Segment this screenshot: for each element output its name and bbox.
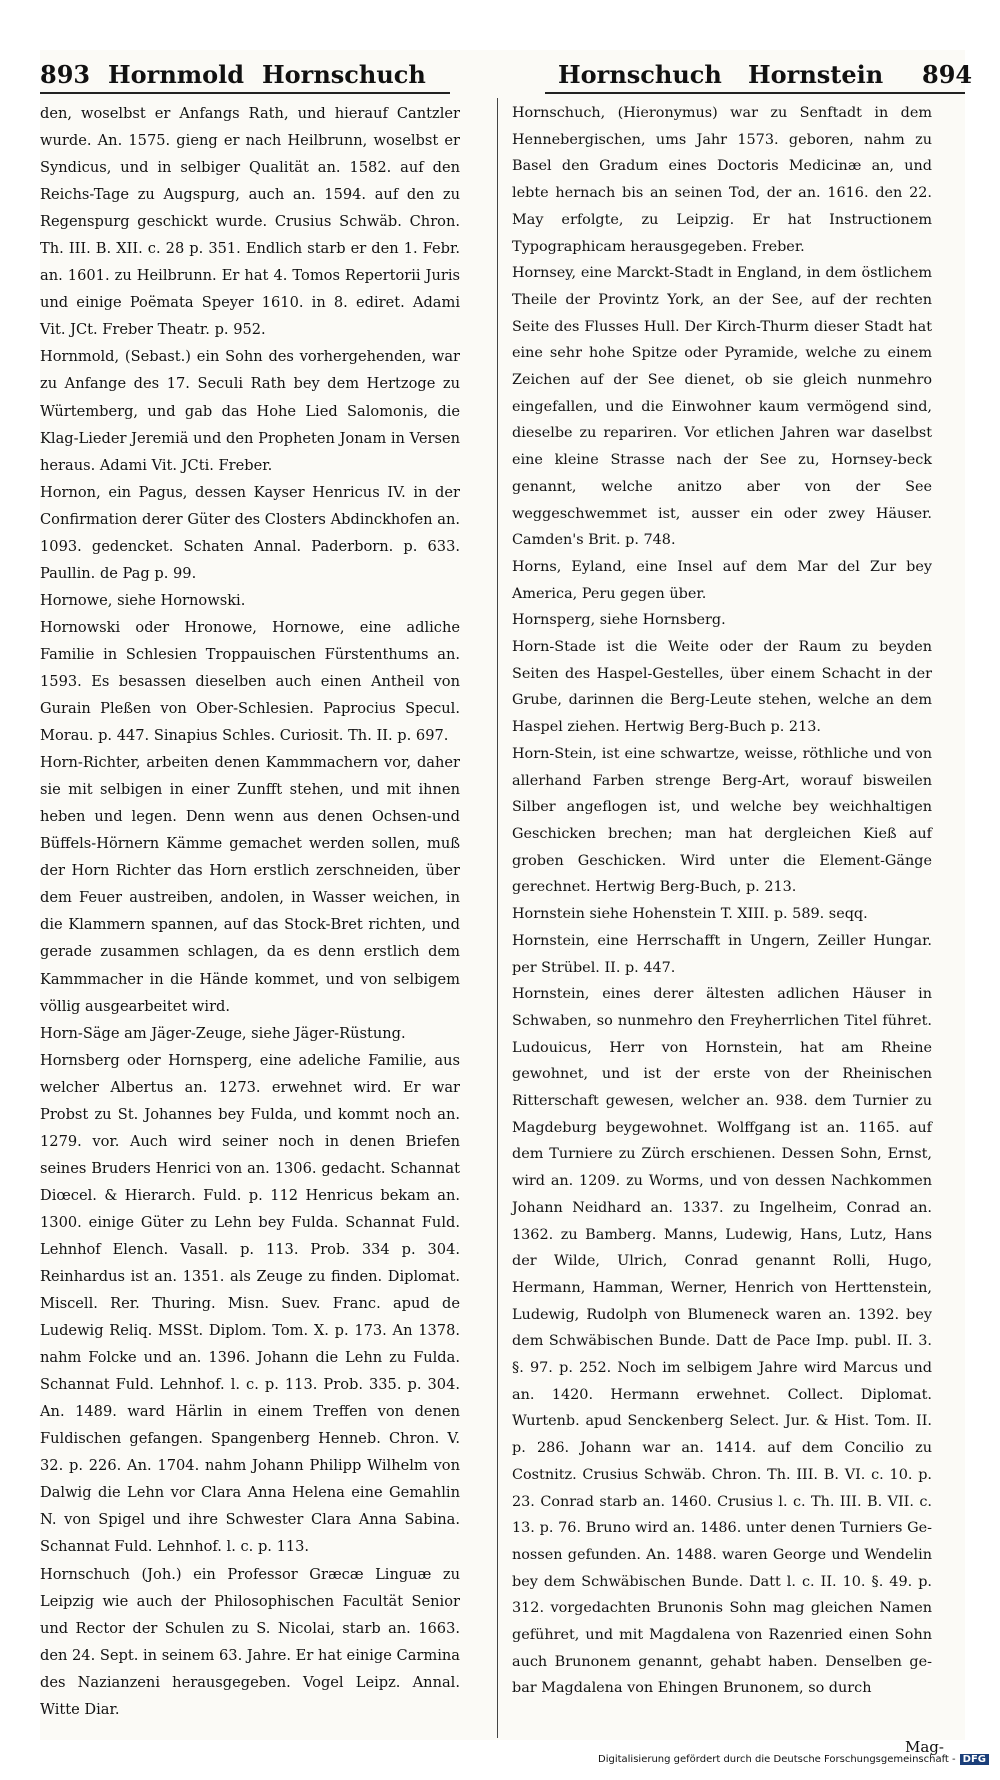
right-column bbox=[512, 100, 932, 1702]
left-header-title-2: Hornschuch bbox=[262, 60, 426, 89]
entry-paragraph: Hornmold, (Sebast.) ein Sohn des vorhergehenden, war zu Anfange des 17. Seculi Rath bey dem Hertzoge zu Würtemberg, und gab das Hohe Lied Salomonis, die Klag-Lieder Jeremiä und den Propheten Jonam in Versen heraus. Adami Vit. JCti. Freber. bbox=[40, 348, 460, 474]
left-column bbox=[40, 100, 460, 1723]
column-divider bbox=[497, 98, 498, 1738]
dfg-logo: DFG bbox=[960, 1754, 989, 1765]
entry-paragraph: Horn-Stein, ist eine schwartze, weisse, röthliche und von allerhand Farben strenge Berg-Art, worauf bisweilen Silber angeflogen ist, und welche bey weichhaltigen Geschicken brechen; man hat dergleichen Kieß auf groben Geschicken. Wird unter die Element-Gänge gerechnet. Hertwig Berg-Buch, p. 213. bbox=[512, 745, 932, 896]
entry-paragraph: Hornowski oder Hronowe, Hornowe, eine adliche Familie in Schlesien Troppauischen Fürstenthums an. 1593. Es besassen dieselben auch einen Antheil von Gurain Pleßen von Ober-Schlesien. Paprocius Specul. Morau. p. 447. Sinapius Schles. Curiosit. Th. II. p. 697. bbox=[40, 618, 460, 745]
entry-paragraph: Hornschuch (Joh.) ein Professor Græcæ Linguæ zu Leipzig wie auch der Philosophischen Facultät Senior und Rector der Schulen zu S. Nicolai, starb an. 1663. den 24. Sept. in seinem 63. Jahre. Er hat einige Carmina des Nazianzeni herausgegeben. Vogel Leipz. Annal. Witte Diar. bbox=[40, 1565, 460, 1718]
footer-text: Digitalisierung gefördert durch die Deutsche Forschungsgemeinschaft - bbox=[598, 1754, 956, 1765]
entry-paragraph: Hornsey, eine Marckt-Stadt in England, in dem östlichem Theile der Provintz York, an der See, auf der rechten Seite des Flusses Hull. Der Kirch-Thurm dieser Stadt hat eine sehr hohe Spitze oder Pyramide, welche zu einem Zeichen auf der See dienet, ob sie gleich nunmehro eingefallen, und die Einwohner kaum vermögend sind, dieselbe zu repariren. Vor etlichen Jahren war daselbst eine kleine Strasse nach der See zu, Hornsey-beck genannt, welche anitzo aber von der See weggeschwemmet ist, ausser ein oder zwey Häuser. Camden's Brit. p. 748. bbox=[512, 265, 932, 549]
entry-paragraph: den, woselbst er Anfangs Rath, und hierauf Cantzler wurde. An. 1575. gieng er nach Heilbrunn, woselbst er Syndicus, und in selbiger Qualität an. 1582. auf den Reichs-Tage zu Augspurg, auch an. 1594. auf den zu Regenspurg geschickt wurde. Crusius Schwäb. Chron. Th. III. B. XII. c. 28 p. 351. Endlich starb er den 1. Febr. an. 1601. zu Heilbrunn. Er hat 4. Tomos Repertorii Juris und einige Poëmata Speyer 1610. in 8. ediret. Adami Vit. JCt. Freber Theatr. p. 952. bbox=[40, 105, 460, 339]
entry-paragraph: Horns, Eyland, eine Insel auf dem Mar del Zur bey America, Peru gegen über. bbox=[512, 558, 932, 602]
entry-paragraph: Hornstein siehe Hohenstein T. XIII. p. 589. seqq. bbox=[512, 906, 868, 923]
entry-paragraph: Horn-Säge am Jäger-Zeuge, siehe Jäger-Rüstung. bbox=[40, 1024, 406, 1042]
entry-paragraph: Hornsberg oder Hornsperg, eine adeliche Familie, aus welcher Albertus an. 1273. erwehnet wird. Er war Probst zu St. Johannes bey Fulda, und kommt noch an. 1279. vor. Auch wird seiner noch in denen Briefen seines Bruders Henrici von an. 1306. gedacht. Schannat Diœcel. & Hierarch. Fuld. p. 112 Henricus bekam an. 1300. einige Güter zu Lehn bey Fulda. Schannat Fuld. Lehnhof Elench. Vasall. p. 113. Prob. 334 p. 304. Reinhardus ist an. 1351. als Zeuge zu finden. Diplomat. Miscell. Rer. Thuring. Misn. Suev. Franc. apud de Ludewig Reliq. MSSt. Diplom. Tom. X. p. 173. An 1378. nahm Folcke und an. 1396. Johann die Lehn zu Fulda. Schannat Fuld. Lehnhof. l. c. p. 113. Prob. 335. p. 304. An. 1489. ward Härlin in einem Treffen von denen Fuldischen gefangen. Spangenberg Henneb. Chron. V. 32. p. 226. An. 1704. nahm Johann Philipp Wilhelm von Dalwig die Lehn vor Clara Anna Helena eine Gemahlin N. von Spigel und ihre Schwester Clara Anna Sabina. Schannat Fuld. Lehnhof. l. c. p. 113. bbox=[40, 1051, 460, 1556]
right-header-title-1: Hornschuch bbox=[558, 60, 722, 89]
entry-paragraph: Hornon, ein Pagus, dessen Kayser Henricus IV. in der Confirmation derer Güter des Closters Abdinckhofen an. 1093. gedencket. Schaten Annal. Paderborn. p. 633. Paullin. de Pag p. 99. bbox=[40, 483, 460, 582]
left-page-number: 893 bbox=[40, 60, 91, 89]
entry-paragraph: Hornstein, eine Herrschafft in Ungern, Zeiller Hungar. per Strübel. II. p. 447. bbox=[512, 932, 932, 976]
entry-paragraph: Hornsperg, siehe Hornsberg. bbox=[512, 612, 726, 629]
entry-paragraph: Hornstein, eines derer ältesten adlichen Häuser in Schwaben, so nunmehro den Freyherrlichen Titel führet. Ludouicus, Herr von Hornstein, hat am Rheine gewohnet, und ist der erste von der Rheinischen Ritterschaft gewesen, welcher an. 938. dem Turnier zu Magdeburg beygewohnet. Wolffgang ist an. 1165. auf dem Turniere zu Zürch erschienen. Dessen Sohn, Ernst, wird an. 1209. zu Worms, und von dessen Nachkommen Johann Neidhard an. 1337. zu Ingelheim, Conrad an. 1362. zu Bamberg. Manns, Ludewig, Hans, Lutz, Hans der Wilde, Ulrich, Conrad genannt Rolli, Hugo, Hermann, Hamman, Werner, Henrich von Herttenstein, Ludewig, Rudolph von Blumeneck waren an. 1392. bey dem Schwäbischen Bunde. Datt de Pace Imp. publ. II. 3. §. 97. p. 252. Noch im selbigem Jahre wird Marcus und an. 1420. Hermann erwehnet. Collect. Diplomat. Wurtenb. apud Senckenberg Select. Jur. & Hist. Tom. II. p. 286. Johann war an. 1414. auf dem Concilio zu Costnitz. Crusius Schwäb. Chron. Th. III. B. VI. c. 10. p. 23. Conrad starb an. 1460. Crusius l. c. Th. III. B. VII. c. 13. p. 76. Bruno wird an. 1486. unter denen Turniers Genossen gefunden. An. 1488. waren George und Wendelin bey dem Schwäbischen Bunde. Datt l. c. II. 10. §. 49. p. 312. vorgedachten Brunonis Sohn mag gleichen Namen geführet, und mit Magdalena von Razenried einen Sohn auch Brunonem genannt, gehabt haben. Denselben gebar Magdalena von Ehingen Brunonem, so durch bbox=[512, 986, 932, 1697]
entry-paragraph: Horn-Richter, arbeiten denen Kammmachern vor, daher sie mit selbigen in einer Zunfft stehen, und mit ihnen heben und legen. Denn wenn aus denen Ochsen-und Büffels-Hörnern Kämme gemachet werden sollen, muß der Horn Richter das Horn erstlich zerschneiden, über dem Feuer austreiben, andolen, in Wasser weichen, in die Klammern spannen, auf das Stock-Bret richten, und gerade zusammen schlagen, da es denn erstlich dem Kammmacher in die Hände kommet, und von selbigem völlig ausgearbeitet wird. bbox=[40, 754, 460, 1015]
left-header-title-1: Hornmold bbox=[108, 60, 245, 89]
left-header-rule bbox=[40, 92, 450, 94]
entry-paragraph: Horn-Stade ist die Weite oder der Raum zu beyden Seiten des Haspel-Gestelles, über einem Schacht in der Grube, darinnen die Berg-Leute stehen, welche an dem Haspel ziehen. Hertwig Berg-Buch p. 213. bbox=[512, 639, 932, 736]
digitization-footer bbox=[598, 1754, 989, 1765]
right-header-title-2: Hornstein bbox=[748, 60, 884, 89]
entry-paragraph: Hornowe, siehe Hornowski. bbox=[40, 591, 246, 609]
right-page-number: 894 bbox=[922, 60, 973, 89]
catchword: Mag- bbox=[905, 1738, 944, 1756]
right-header-rule bbox=[545, 92, 965, 94]
entry-paragraph: Hornschuch, (Hieronymus) war zu Senftadt in dem Hennebergischen, ums Jahr 1573. geboren, nahm zu Basel den Gradum eines Doctoris Medicinæ an, und lebte hernach bis an seinen Tod, der an. 1616. den 22. May erfolgte, zu Leipzig. Er hat Instructionem Typographicam herausgegeben. Freber. bbox=[512, 105, 932, 255]
